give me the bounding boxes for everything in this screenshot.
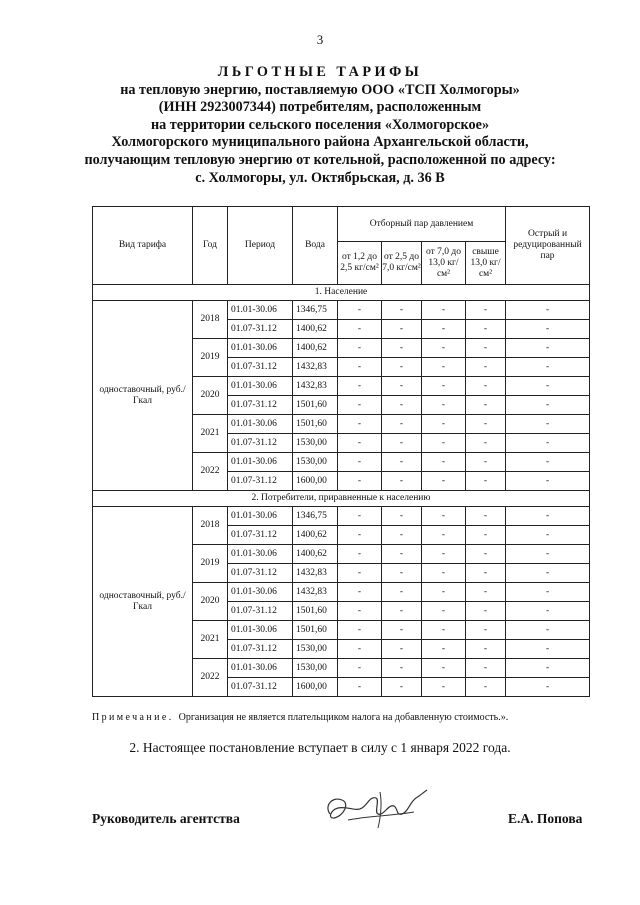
- water-cell: 1400,62: [293, 320, 338, 339]
- empty-value-cell: -: [422, 434, 466, 453]
- empty-value-cell: -: [382, 472, 422, 491]
- empty-value-cell: -: [466, 358, 506, 377]
- water-cell: 1530,00: [293, 640, 338, 659]
- empty-value-cell: -: [466, 434, 506, 453]
- year-cell: 2021: [193, 415, 228, 453]
- empty-value-cell: -: [466, 415, 506, 434]
- header-steam-group: Отборный пар давлением: [338, 207, 506, 242]
- note-label: Примечание.: [92, 712, 174, 723]
- title-line: на территории сельского поселения «Холмогорское»: [150, 116, 490, 133]
- empty-value-cell: -: [466, 583, 506, 602]
- empty-value-cell: -: [338, 320, 382, 339]
- year-cell: 2019: [193, 545, 228, 583]
- empty-value-cell: -: [506, 640, 590, 659]
- empty-value-cell: -: [422, 678, 466, 697]
- empty-value-cell: -: [506, 621, 590, 640]
- empty-value-cell: -: [382, 358, 422, 377]
- empty-value-cell: -: [506, 434, 590, 453]
- handwritten-signature: [318, 786, 433, 834]
- empty-value-cell: -: [422, 526, 466, 545]
- year-cell: 2020: [193, 377, 228, 415]
- title-main: ЛЬГОТНЫЕ ТАРИФЫ: [217, 64, 423, 80]
- signatory-name: Е.А. Попова: [508, 811, 583, 826]
- empty-value-cell: -: [338, 396, 382, 415]
- header-year: Год: [193, 207, 228, 285]
- empty-value-cell: -: [382, 320, 422, 339]
- empty-value-cell: -: [506, 602, 590, 621]
- empty-value-cell: -: [466, 453, 506, 472]
- empty-value-cell: -: [382, 583, 422, 602]
- empty-value-cell: -: [422, 377, 466, 396]
- empty-value-cell: -: [466, 564, 506, 583]
- header-sharp-steam: Острый и редуцированный пар: [506, 207, 590, 285]
- empty-value-cell: -: [338, 301, 382, 320]
- empty-value-cell: -: [466, 678, 506, 697]
- empty-value-cell: -: [382, 377, 422, 396]
- page-number: 3: [316, 32, 324, 47]
- empty-value-cell: -: [466, 377, 506, 396]
- period-cell: 01.07-31.12: [228, 526, 293, 545]
- title-line: Холмогорского муниципального района Архангельской области,: [111, 134, 529, 151]
- empty-value-cell: -: [466, 472, 506, 491]
- note: [92, 712, 602, 723]
- header-period: Период: [228, 207, 293, 285]
- empty-value-cell: -: [338, 358, 382, 377]
- empty-value-cell: -: [466, 301, 506, 320]
- title-line: получающим тепловую энергию от котельной, расположенной по адресу:: [84, 151, 556, 168]
- empty-value-cell: -: [338, 602, 382, 621]
- table-row: [93, 507, 590, 526]
- year-cell: 2022: [193, 453, 228, 491]
- tariff-type-cell: одноставочный, руб./Гкал: [93, 301, 193, 491]
- empty-value-cell: -: [506, 507, 590, 526]
- water-cell: 1432,83: [293, 564, 338, 583]
- empty-value-cell: -: [338, 526, 382, 545]
- water-cell: 1530,00: [293, 434, 338, 453]
- water-cell: 1400,62: [293, 339, 338, 358]
- empty-value-cell: -: [506, 526, 590, 545]
- empty-value-cell: -: [506, 659, 590, 678]
- empty-value-cell: -: [422, 545, 466, 564]
- empty-value-cell: -: [382, 659, 422, 678]
- empty-value-cell: -: [382, 678, 422, 697]
- period-cell: 01.01-30.06: [228, 339, 293, 358]
- period-cell: 01.07-31.12: [228, 640, 293, 659]
- section-title: 1. Население: [93, 285, 590, 301]
- year-cell: 2018: [193, 507, 228, 545]
- empty-value-cell: -: [466, 621, 506, 640]
- empty-value-cell: -: [382, 640, 422, 659]
- period-cell: 01.01-30.06: [228, 453, 293, 472]
- water-cell: 1432,83: [293, 358, 338, 377]
- empty-value-cell: -: [422, 583, 466, 602]
- empty-value-cell: -: [506, 453, 590, 472]
- tariff-table: [92, 206, 590, 697]
- empty-value-cell: -: [382, 545, 422, 564]
- signatory-position: Руководитель агентства: [92, 811, 240, 826]
- water-cell: 1400,62: [293, 526, 338, 545]
- title-line: (ИНН 2923007344) потребителям, расположенным: [158, 99, 482, 116]
- empty-value-cell: -: [506, 358, 590, 377]
- resolution-text: 2. Настоящее постановление вступает в силу с 1 января 2022 года.: [129, 740, 511, 755]
- empty-value-cell: -: [382, 602, 422, 621]
- period-cell: 01.01-30.06: [228, 659, 293, 678]
- empty-value-cell: -: [506, 678, 590, 697]
- empty-value-cell: -: [382, 621, 422, 640]
- empty-value-cell: -: [338, 472, 382, 491]
- section-header-row: [93, 491, 590, 507]
- empty-value-cell: -: [382, 526, 422, 545]
- empty-value-cell: -: [338, 434, 382, 453]
- empty-value-cell: -: [422, 396, 466, 415]
- empty-value-cell: -: [422, 415, 466, 434]
- empty-value-cell: -: [338, 415, 382, 434]
- title-line: на тепловую энергию, поставляемую ООО «ТСП Холмогоры»: [120, 81, 520, 98]
- empty-value-cell: -: [382, 453, 422, 472]
- water-cell: 1432,83: [293, 583, 338, 602]
- empty-value-cell: -: [466, 640, 506, 659]
- water-cell: 1400,62: [293, 545, 338, 564]
- water-cell: 1600,00: [293, 678, 338, 697]
- water-cell: 1530,00: [293, 659, 338, 678]
- section-header-row: [93, 285, 590, 301]
- water-cell: 1432,83: [293, 377, 338, 396]
- year-cell: 2020: [193, 583, 228, 621]
- water-cell: 1501,60: [293, 621, 338, 640]
- year-cell: 2018: [193, 301, 228, 339]
- empty-value-cell: -: [338, 640, 382, 659]
- empty-value-cell: -: [466, 507, 506, 526]
- empty-value-cell: -: [338, 583, 382, 602]
- empty-value-cell: -: [422, 602, 466, 621]
- header-water: Вода: [293, 207, 338, 285]
- document-title: [60, 64, 580, 187]
- period-cell: 01.07-31.12: [228, 434, 293, 453]
- period-cell: 01.07-31.12: [228, 320, 293, 339]
- header-steam-col: от 2,5 до 7,0 кг/см²: [382, 242, 422, 285]
- empty-value-cell: -: [422, 358, 466, 377]
- empty-value-cell: -: [338, 339, 382, 358]
- empty-value-cell: -: [422, 320, 466, 339]
- empty-value-cell: -: [338, 507, 382, 526]
- empty-value-cell: -: [466, 602, 506, 621]
- period-cell: 01.07-31.12: [228, 564, 293, 583]
- period-cell: 01.07-31.12: [228, 472, 293, 491]
- empty-value-cell: -: [506, 415, 590, 434]
- period-cell: 01.01-30.06: [228, 415, 293, 434]
- empty-value-cell: -: [506, 339, 590, 358]
- header-steam-col: от 1,2 до 2,5 кг/см²: [338, 242, 382, 285]
- empty-value-cell: -: [338, 545, 382, 564]
- header-steam-col: от 7,0 до 13,0 кг/см²: [422, 242, 466, 285]
- water-cell: 1346,75: [293, 301, 338, 320]
- empty-value-cell: -: [338, 377, 382, 396]
- empty-value-cell: -: [422, 640, 466, 659]
- water-cell: 1530,00: [293, 453, 338, 472]
- period-cell: 01.07-31.12: [228, 396, 293, 415]
- empty-value-cell: -: [422, 507, 466, 526]
- empty-value-cell: -: [382, 415, 422, 434]
- year-cell: 2019: [193, 339, 228, 377]
- empty-value-cell: -: [382, 339, 422, 358]
- empty-value-cell: -: [506, 472, 590, 491]
- empty-value-cell: -: [422, 339, 466, 358]
- title-line: с. Холмогоры, ул. Октябрьская, д. 36 В: [195, 169, 445, 186]
- empty-value-cell: -: [382, 564, 422, 583]
- period-cell: 01.01-30.06: [228, 621, 293, 640]
- empty-value-cell: -: [382, 434, 422, 453]
- empty-value-cell: -: [338, 659, 382, 678]
- empty-value-cell: -: [506, 564, 590, 583]
- empty-value-cell: -: [466, 396, 506, 415]
- empty-value-cell: -: [506, 377, 590, 396]
- empty-value-cell: -: [506, 545, 590, 564]
- empty-value-cell: -: [422, 301, 466, 320]
- empty-value-cell: -: [466, 545, 506, 564]
- empty-value-cell: -: [466, 659, 506, 678]
- header-steam-col: свыше 13,0 кг/см²: [466, 242, 506, 285]
- empty-value-cell: -: [382, 507, 422, 526]
- period-cell: 01.01-30.06: [228, 545, 293, 564]
- empty-value-cell: -: [422, 564, 466, 583]
- period-cell: 01.01-30.06: [228, 301, 293, 320]
- empty-value-cell: -: [422, 453, 466, 472]
- empty-value-cell: -: [466, 526, 506, 545]
- empty-value-cell: -: [422, 659, 466, 678]
- period-cell: 01.01-30.06: [228, 583, 293, 602]
- empty-value-cell: -: [506, 320, 590, 339]
- tariff-type-cell: одноставочный, руб./Гкал: [93, 507, 193, 697]
- section-title: 2. Потребители, приравненные к населению: [93, 491, 590, 507]
- water-cell: 1600,00: [293, 472, 338, 491]
- empty-value-cell: -: [506, 583, 590, 602]
- water-cell: 1346,75: [293, 507, 338, 526]
- empty-value-cell: -: [466, 339, 506, 358]
- year-cell: 2022: [193, 659, 228, 697]
- table-row: [93, 301, 590, 320]
- empty-value-cell: -: [506, 301, 590, 320]
- empty-value-cell: -: [422, 621, 466, 640]
- empty-value-cell: -: [466, 320, 506, 339]
- period-cell: 01.07-31.12: [228, 358, 293, 377]
- empty-value-cell: -: [338, 564, 382, 583]
- water-cell: 1501,60: [293, 396, 338, 415]
- period-cell: 01.01-30.06: [228, 377, 293, 396]
- water-cell: 1501,60: [293, 415, 338, 434]
- empty-value-cell: -: [382, 301, 422, 320]
- header-tariff-type: Вид тарифа: [93, 207, 193, 285]
- empty-value-cell: -: [382, 396, 422, 415]
- water-cell: 1501,60: [293, 602, 338, 621]
- empty-value-cell: -: [338, 453, 382, 472]
- table-body: [93, 285, 590, 697]
- period-cell: 01.01-30.06: [228, 507, 293, 526]
- empty-value-cell: -: [338, 678, 382, 697]
- empty-value-cell: -: [338, 621, 382, 640]
- year-cell: 2021: [193, 621, 228, 659]
- period-cell: 01.07-31.12: [228, 678, 293, 697]
- note-text: Организация не является плательщиком налога на добавленную стоимость.».: [178, 712, 509, 723]
- period-cell: 01.07-31.12: [228, 602, 293, 621]
- empty-value-cell: -: [422, 472, 466, 491]
- empty-value-cell: -: [506, 396, 590, 415]
